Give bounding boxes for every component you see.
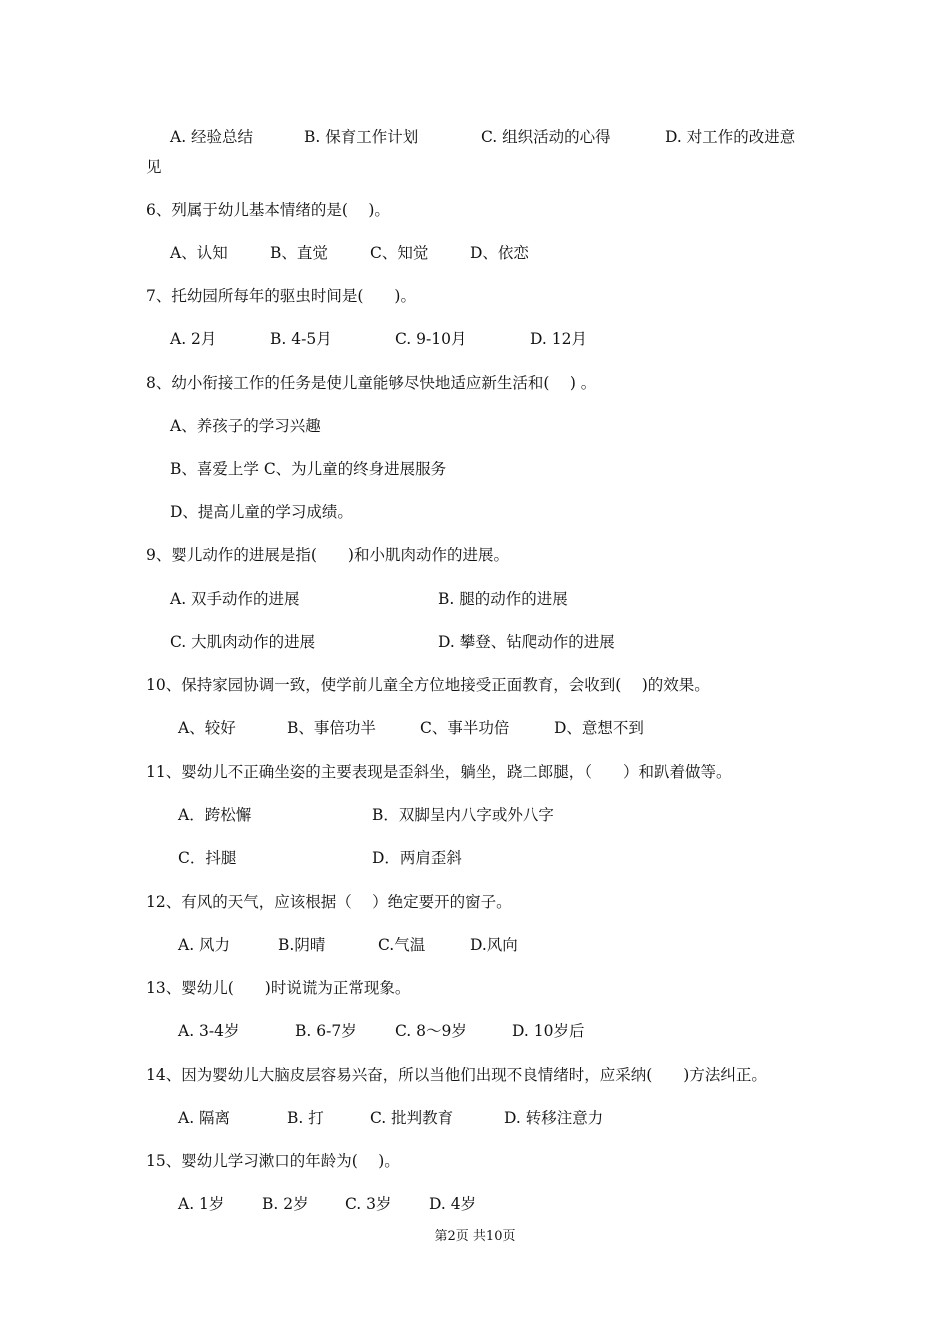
q9-option-d: D. 攀登、钻爬动作的进展	[438, 633, 615, 651]
q11-option-b: B．双脚呈内八字或外八字	[372, 806, 554, 824]
q15-question: 15、婴幼儿学习漱口的年龄为( )。	[146, 1152, 400, 1170]
q14-option-c: C. 批判教育	[370, 1109, 454, 1127]
q5-option-c: C. 组织活动的心得	[481, 128, 611, 146]
q14-option-a: A. 隔离	[178, 1109, 231, 1127]
q15-option-c: C. 3岁	[345, 1195, 392, 1213]
q10-option-d: D、意想不到	[554, 719, 644, 737]
q14-question: 14、因为婴幼儿大脑皮层容易兴奋，所以当他们出现不良情绪时，应采纳( )方法纠正。	[146, 1066, 767, 1084]
q5-option-b: B. 保育工作计划	[304, 128, 419, 146]
q6-option-b: B、直觉	[270, 244, 328, 262]
q15-option-b: B. 2岁	[262, 1195, 309, 1213]
q11-option-a: A．跨松懈	[178, 806, 252, 824]
q10-option-c: C、事半功倍	[420, 719, 510, 737]
q5-option-d: D. 对工作的改进意	[665, 128, 796, 146]
q6-option-a: A、认知	[170, 244, 228, 262]
q15-option-d: D. 4岁	[429, 1195, 477, 1213]
q13-option-a: A. 3-4岁	[178, 1022, 240, 1040]
page-number-footer: 第2页 共10页	[434, 1229, 516, 1244]
q7-option-c: C. 9-10月	[395, 330, 467, 348]
q5-option-d-wrap: 见	[146, 158, 162, 176]
q14-option-b: B. 打	[287, 1109, 324, 1127]
q9-option-a: A. 双手动作的进展	[170, 590, 300, 608]
q13-option-d: D. 10岁后	[512, 1022, 585, 1040]
q8-option-d: D、提高儿童的学习成绩。	[170, 503, 353, 521]
q7-option-d: D. 12月	[530, 330, 587, 348]
q8-question: 8、幼小衔接工作的任务是使儿童能够尽快地适应新生活和( ) 。	[146, 374, 597, 392]
q13-option-c: C. 8～9岁	[395, 1022, 467, 1040]
q8-option-a: A、养孩子的学习兴趣	[170, 417, 321, 435]
q11-option-c: C．抖腿	[178, 849, 237, 867]
q7-question: 7、托幼园所每年的驱虫时间是( )。	[146, 287, 416, 305]
q9-option-c: C. 大肌肉动作的进展	[170, 633, 316, 651]
q13-question: 13、婴幼儿( )时说谎为正常现象。	[146, 979, 411, 997]
q12-question: 12、有风的天气，应该根据（ ）绝定要开的窗子。	[146, 893, 512, 911]
q10-option-a: A、较好	[178, 719, 236, 737]
q11-option-d: D．两肩歪斜	[372, 849, 462, 867]
q13-option-b: B. 6-7岁	[295, 1022, 357, 1040]
q6-option-c: C、知觉	[370, 244, 429, 262]
q12-option-b: B.阴晴	[278, 936, 326, 954]
q5-option-a: A. 经验总结	[170, 128, 254, 146]
q12-option-c: C.气温	[378, 936, 426, 954]
q7-option-a: A. 2月	[170, 330, 217, 348]
q11-question: 11、婴幼儿不正确坐姿的主要表现是歪斜坐，躺坐，跷二郎腿，（ ）和趴着做等。	[146, 763, 732, 781]
q15-option-a: A. 1岁	[178, 1195, 225, 1213]
q8-option-bc: B、喜爱上学 C、为儿童的终身进展服务	[170, 460, 447, 478]
q7-option-b: B. 4-5月	[270, 330, 332, 348]
q6-question: 6、列属于幼儿基本情绪的是( )。	[146, 201, 390, 219]
q9-question: 9、婴儿动作的进展是指( )和小肌肉动作的进展。	[146, 546, 509, 564]
q6-option-d: D、依恋	[470, 244, 529, 262]
q10-option-b: B、事倍功半	[287, 719, 376, 737]
q9-option-b: B. 腿的动作的进展	[438, 590, 568, 608]
q12-option-a: A. 风力	[178, 936, 231, 954]
q14-option-d: D. 转移注意力	[504, 1109, 604, 1127]
q10-question: 10、保持家园协调一致，使学前儿童全方位地接受正面教育，会收到( )的效果。	[146, 676, 710, 694]
q12-option-d: D.风向	[470, 936, 518, 954]
